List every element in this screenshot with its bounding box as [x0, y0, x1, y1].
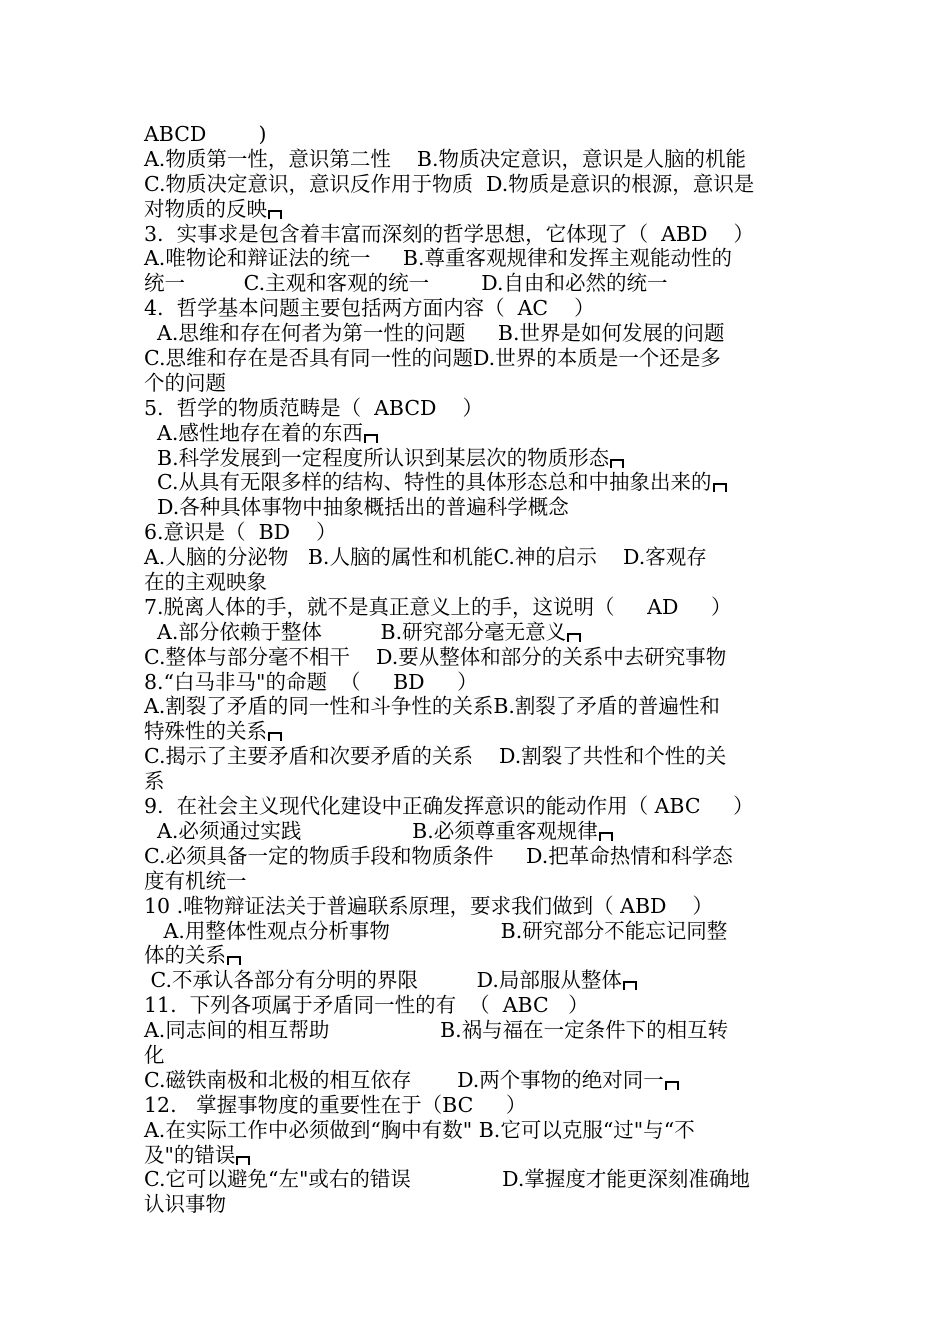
text-line: A.用整体性观点分析事物 B.研究部分不能忘记同整 [144, 918, 728, 943]
text-line: C.磁铁南极和北极的相互依存 D.两个事物的绝对同一 [144, 1067, 664, 1092]
text-line: A.同志间的相互帮助 B.祸与福在一定条件下的相互转 [144, 1018, 729, 1043]
text-line: C.不承认各部分有分明的界限 D.局部服从整体 [144, 968, 622, 993]
text-line: C.物质决定意识，意识反作用于物质 D.物质是意识的根源，意识是 [144, 171, 755, 196]
text-line-with-mark [144, 620, 814, 645]
text-line: 对物质的反映 [144, 196, 267, 221]
text-line: A.感性地存在着的东西 [144, 420, 363, 445]
text-line: A.思维和存在何者为第一性的问题 B.世界是如何发展的问题 [144, 321, 725, 346]
text-line: A.必须通过实践 B.必须尊重客观规律 [144, 818, 598, 843]
text-line-with-mark [144, 819, 814, 844]
paragraph-mark-icon [268, 210, 282, 219]
paragraph-mark-icon [713, 483, 727, 492]
text-line-with-mark [144, 719, 814, 744]
text-line: 10 .唯物辩证法关于普遍联系原理，要求我们做到（ ABD ） [144, 893, 714, 918]
paragraph-mark-icon [665, 1081, 679, 1090]
text-line-with-mark [144, 1068, 814, 1093]
text-line-with-mark [144, 1143, 814, 1168]
text-line: 11. 下列各项属于矛盾同一性的有 （ ABC ） [144, 993, 589, 1018]
text-line-with-mark [144, 470, 814, 495]
text-line: 3. 实事求是包含着丰富而深刻的哲学思想，它体现了（ ABD ） [144, 221, 754, 246]
paragraph-mark-icon [610, 459, 624, 468]
paragraph-mark-icon [236, 1156, 250, 1165]
text-line: 7.脱离人体的手，就不是真正意义上的手，这说明（ AD ） [144, 594, 732, 619]
text-line: C.从具有无限多样的结构、特性的具体形态总和中抽象出来的 [144, 470, 712, 495]
text-line: A.割裂了矛盾的同一性和斗争性的关系B.割裂了矛盾的普遍性和 [144, 694, 720, 719]
text-line: A.唯物论和辩证法的统一 B.尊重客观规律和发挥主观能动性的 [144, 246, 732, 271]
text-line: C.思维和存在是否具有同一性的问题D.世界的本质是一个还是多 [144, 346, 721, 371]
paragraph-mark-icon [623, 981, 637, 990]
text-line: 度有机统一 [144, 868, 247, 893]
text-line: C.必须具备一定的物质手段和物质条件 D.把革命热情和科学态 [144, 843, 733, 868]
text-line: A.在实际工作中必须做到“胸中有数" B.它可以克服“过"与“不 [144, 1117, 695, 1142]
paragraph-mark-icon [268, 732, 282, 741]
text-line: 及"的错误 [144, 1142, 236, 1167]
text-line: ABCD ) [144, 122, 267, 146]
text-line: 体的关系 [144, 943, 226, 968]
text-line: C.揭示了主要矛盾和次要矛盾的关系 D.割裂了共性和个性的关 [144, 744, 727, 769]
text-line: 认识事物 [144, 1192, 226, 1217]
text-line: A.部分依赖于整体 B.研究部分毫无意义 [144, 619, 567, 644]
text-line: 特殊性的关系 [144, 719, 267, 744]
paragraph-mark-icon [599, 832, 613, 841]
text-line: 6.意识是（ BD ） [144, 520, 337, 545]
text-line-with-mark [144, 197, 814, 222]
paragraph-mark-icon [567, 633, 581, 642]
text-line: 个的问题 [144, 370, 226, 395]
text-line: A.人脑的分泌物 B.人脑的属性和机能C.神的启示 D.客观存 [144, 545, 707, 570]
text-line-with-mark [144, 446, 814, 471]
text-line: 5. 哲学的物质范畴是（ ABCD ） [144, 395, 484, 420]
question-text-block [144, 122, 814, 1217]
text-line-with-mark [144, 943, 814, 968]
paragraph-mark-icon [227, 956, 241, 965]
text-line: 8.“白马非马"的命题 （ BD ） [144, 669, 478, 694]
text-line: D.各种具体事物中抽象概括出的普遍科学概念 [144, 495, 569, 520]
text-line: 4. 哲学基本问题主要包括两方面内容（ AC ） [144, 296, 595, 321]
paragraph-mark-icon [364, 434, 378, 443]
text-line: 统一 C.主观和客观的统一 D.自由和必然的统一 [144, 271, 668, 296]
text-line-with-mark [144, 421, 814, 446]
text-line: 化 [144, 1042, 165, 1067]
text-line: B.科学发展到一定程度所认识到某层次的物质形态 [144, 445, 610, 470]
text-line: A.物质第一性，意识第二性 B.物质决定意识，意识是人脑的机能 [144, 146, 746, 171]
text-line: 在的主观映象 [144, 570, 267, 595]
text-line: C.整体与部分毫不相干 D.要从整体和部分的关系中去研究事物 [144, 644, 727, 669]
text-line: 12. 掌握事物度的重要性在于（BC ） [144, 1092, 527, 1117]
text-line: 系 [144, 769, 165, 794]
text-line: C.它可以避免“左"或右的错误 D.掌握度才能更深刻准确地 [144, 1167, 750, 1192]
text-line-with-mark [144, 968, 814, 993]
text-line: 9. 在社会主义现代化建设中正确发挥意识的能动作用（ ABC ） [144, 794, 754, 819]
